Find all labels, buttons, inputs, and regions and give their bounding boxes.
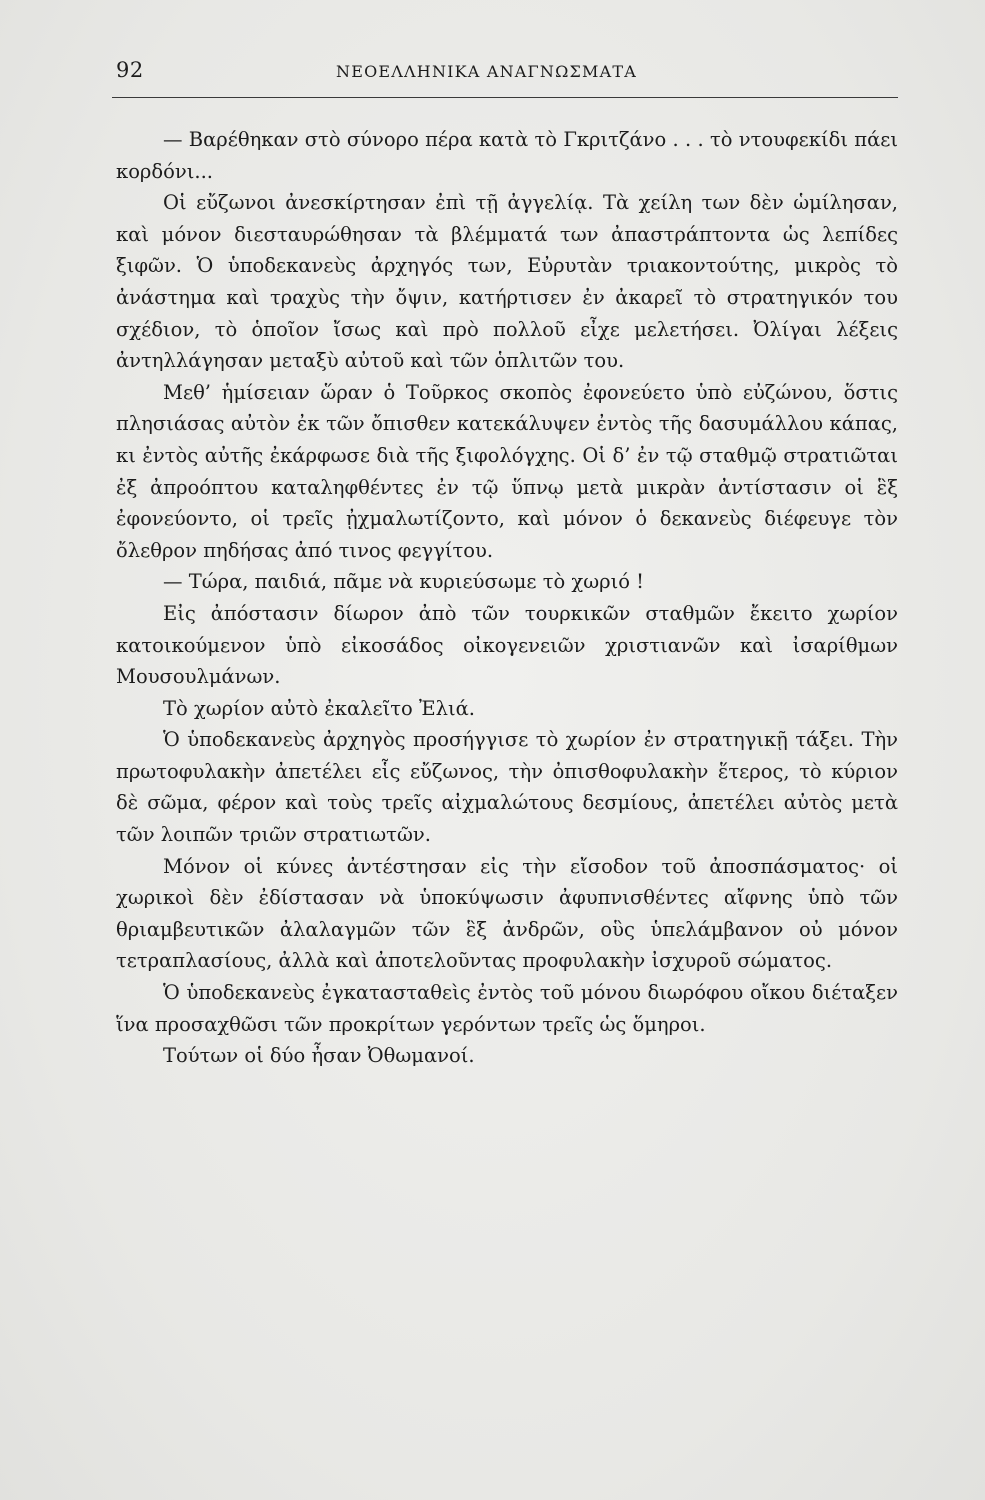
paragraph: Μόνον οἱ κύνες ἀντέστησαν εἰς τὴν εἴσοδον τοῦ ἀποσπάσματος· οἱ χωρικοὶ δὲν ἐδίστασαν νὰ ὑποκύψωσιν ἀφυπνισθέντες αἴφνης ὑπὸ τῶν θριαμβευτικῶν ἀλαλαγμῶν τῶν ἓξ ἀνδρῶν, οὓς ὑπελάμβανον οὐ μόνον τετραπλασίους, ἀλλὰ καὶ ἀποτελοῦντας προφυλακὴν ἰσχυροῦ σώματος. <box>116 854 898 973</box>
paragraph: Ὁ ὑποδεκανεὺς ἐγκατασταθεὶς ἐντὸς τοῦ μόνου διωρόφου οἴκου διέταξεν ἵνα προσαχθῶσι τῶν προκρίτων γερόντων τρεῖς ὡς ὅμηροι. <box>116 981 898 1036</box>
paragraph: — Τώρα, παιδιά, πᾶμε νὰ κυριεύσωμε τὸ χωριό ! <box>163 570 645 594</box>
paragraph: — Βαρέθηκαν στὸ σύνορο πέρα κατὰ τὸ Γκριτζάνο . . . τὸ ντουφεκίδι πάει κορδόνι... <box>116 128 898 183</box>
page-header <box>116 58 898 94</box>
header-rule <box>112 97 898 98</box>
paragraph: Τὸ χωρίον αὐτὸ ἐκαλεῖτο Ἐλιά. <box>163 696 475 720</box>
paragraph: Εἰς ἀπόστασιν δίωρον ἀπὸ τῶν τουρκικῶν σταθμῶν ἔκειτο χωρίον κατοικούμενον ὑπὸ εἰκοσάδος οἰκογενειῶν χριστιανῶν καὶ ἰσαρίθμων Μουσουλμάνων. <box>116 601 898 689</box>
page-number: 92 <box>116 58 144 82</box>
body-text <box>116 124 898 1072</box>
paragraph: Οἱ εὔζωνοι ἀνεσκίρτησαν ἐπὶ τῇ ἀγγελίᾳ. Τὰ χείλη των δὲν ὡμίλησαν, καὶ μόνον διεσταυρώθησαν τὰ βλέμματά των ἀπαστράπτοντα ὡς λεπίδες ξιφῶν. Ὁ ὑποδεκανεὺς ἀρχηγός των, Εὐρυτὰν τριακοντούτης, μικρὸς τὸ ἀνάστημα καὶ τραχὺς τὴν ὄψιν, κατήρτισεν ἐν ἀκαρεῖ τὸ στρατηγικόν του σχέδιον, τὸ ὁποῖον ἴσως καὶ πρὸ πολλοῦ εἶχε μελετήσει. Ὀλίγαι λέξεις ἀντηλλάγησαν μεταξὺ αὐτοῦ καὶ τῶν ὁπλιτῶν του. <box>116 191 898 373</box>
paragraph: Μεθ’ ἡμίσειαν ὥραν ὁ Τοῦρκος σκοπὸς ἐφονεύετο ὑπὸ εὐζώνου, ὅστις πλησιάσας αὐτὸν ἐκ τῶν ὄπισθεν κατεκάλυψεν ἐντὸς τῆς δασυμάλλου κάπας, κι ἐντὸς αὐτῆς ἐκάρφωσε διὰ τῆς ξιφολόγχης. Οἱ δ’ ἐν τῷ σταθμῷ στρατιῶται ἐξ ἀπροόπτου καταληφθέντες ἐν τῷ ὕπνῳ μετὰ μικρὰν ἀντίστασιν οἱ ἓξ ἐφονεύοντο, οἱ τρεῖς ᾐχμαλωτίζοντο, καὶ μόνον ὁ δεκανεὺς διέφευγε τὸν ὄλεθρον πηδήσας ἀπό τινος φεγγίτου. <box>116 380 898 562</box>
paragraph: Ὁ ὑποδεκανεὺς ἀρχηγὸς προσήγγισε τὸ χωρίον ἐν στρατηγικῇ τάξει. Τὴν πρωτοφυλακὴν ἀπετέλει εἷς εὔζωνος, τὴν ὀπισθοφυλακὴν ἕτερος, τὸ κύριον δὲ σῶμα, φέρον καὶ τοὺς τρεῖς αἰχμαλώτους δεσμίους, ἀπετέλει αὐτὸς μετὰ τῶν λοιπῶν τριῶν στρατιωτῶν. <box>116 728 898 847</box>
running-head: ΝΕΟΕΛΛΗΝΙΚΑ ΑΝΑΓΝΩΣΜΑΤΑ <box>336 62 638 81</box>
paragraph: Τούτων οἱ δύο ἦσαν Ὀθωμανοί. <box>163 1044 475 1068</box>
